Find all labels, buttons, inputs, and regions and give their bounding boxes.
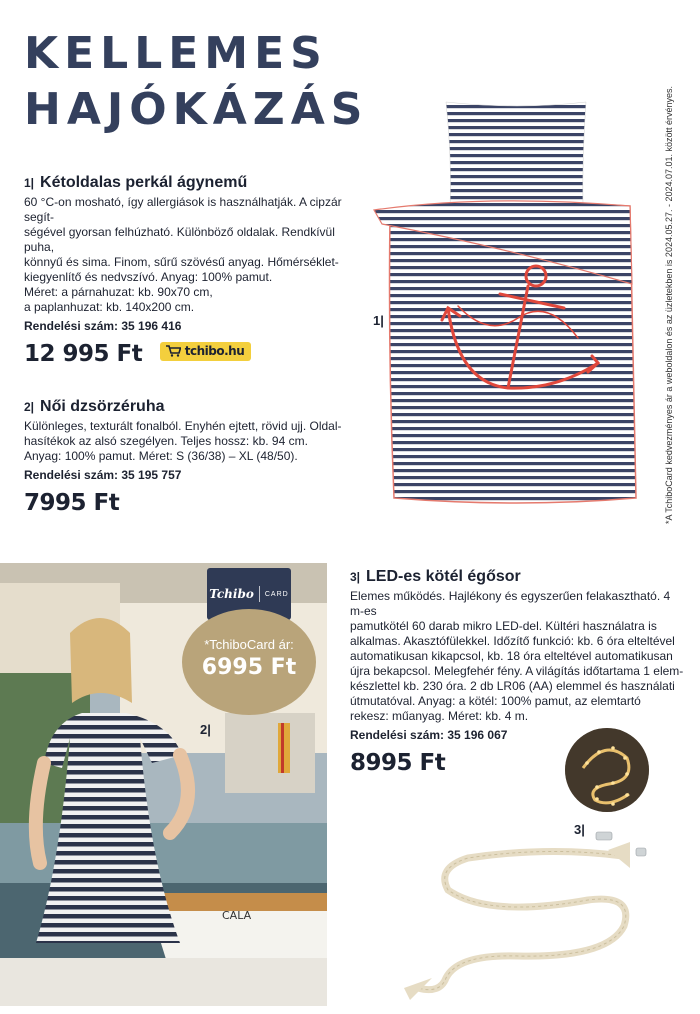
product-number: 1| <box>24 176 35 190</box>
product-description <box>24 195 359 315</box>
rope-light-image <box>398 828 648 1003</box>
tchibo-brand: Tchibo <box>209 587 254 601</box>
legal-note <box>662 85 676 525</box>
order-number: Rendelési szám: 35 196 067 <box>350 728 508 742</box>
headline-line-2: HAJÓKÁZÁS <box>24 84 369 135</box>
desc-line: rekesz: műanyag. Méret: kb. 4 m. <box>350 709 529 723</box>
price: 7995 Ft <box>24 490 120 516</box>
desc-line: hasítékok az alsó szegélyen. Teljes hossz: kb. 94 cm. <box>24 434 308 448</box>
product-number: 3| <box>350 570 361 584</box>
desc-line: ségével gyorsan felhúzható. Különböző oldalak. Rendkívül puha, <box>24 225 335 254</box>
product-number: 2| <box>24 400 35 414</box>
desc-line: útmutatóval. Anyag: a kötél: 100% pamut, az elemtartó <box>350 694 641 708</box>
product-description <box>350 589 685 724</box>
badge-label: tchibo.hu <box>184 344 245 358</box>
headline-line-1: KELLEMES <box>24 28 328 79</box>
bedding-image <box>368 98 648 508</box>
desc-line: alkalmas. Akasztófülekkel. Időzítő funkció: kb. 6 óra elteltével <box>350 634 675 648</box>
desc-line: Különleges, texturált fonalból. Enyhén ejtett, rövid ujj. Oldal- <box>24 419 342 433</box>
order-number: Rendelési szám: 35 196 416 <box>24 319 182 333</box>
product-name: Női dzsörzéruha <box>40 398 165 415</box>
marker-dress: 2| <box>200 722 211 737</box>
tchibocard-price: 6995 Ft <box>201 655 297 680</box>
desc-line: Anyag: 100% pamut. Méret: S (36/38) – XL (48/50). <box>24 449 298 463</box>
tchibocard-price-label: *TchiboCard ár: <box>204 637 294 652</box>
page-headline <box>24 26 384 138</box>
product-title <box>24 398 359 416</box>
product-description <box>24 419 359 464</box>
logo-separator <box>259 586 260 602</box>
cart-icon <box>166 345 181 357</box>
boat-name: CALA <box>222 909 252 922</box>
desc-line: készlettel kb. 230 óra. 2 db LR06 (AA) elemmel és használati <box>350 679 675 693</box>
desc-line: pamutkötél 60 darab mikro LED-del. Kültéri használatra is <box>350 619 657 633</box>
desc-line: 60 °C-on mosható, így allergiások is használhatják. A cipzár segít- <box>24 195 342 224</box>
product-name: LED-es kötél égősor <box>366 568 521 585</box>
price: 12 995 Ft <box>24 341 143 367</box>
desc-line: kiegyenlítő és nedvszívó. Anyag: 100% pamut. <box>24 270 273 284</box>
desc-line: Elemes működés. Hajlékony és egyszerűen felakasztható. 4 m-es <box>350 589 671 618</box>
desc-line: automatikusan kikapcsol, kb. 18 óra elteltével automatikusan <box>350 649 673 663</box>
product-title <box>350 568 685 586</box>
product-title <box>24 174 359 192</box>
desc-line: Méret: a párnahuzat: kb. 90x70 cm, <box>24 285 213 299</box>
product-dress <box>24 398 359 516</box>
marker-rope: 3| <box>574 822 585 837</box>
legal-note-text: *A TchiboCard kedvezményes ár a weboldalon és az üzletekben is 2024.05.27. - 2024.07.01. között érvényes. <box>664 85 674 525</box>
rope-light-lit-image <box>565 728 649 812</box>
desc-line: a paplanhuzat: kb. 140x200 cm. <box>24 300 195 314</box>
card-label: CARD <box>264 590 289 598</box>
desc-line: könnyű és sima. Finom, sűrű szövésű anyag. Hőmérséklet- <box>24 255 339 269</box>
order-number: Rendelési szám: 35 195 757 <box>24 468 182 482</box>
price-row <box>24 341 359 367</box>
price: 8995 Ft <box>350 750 446 776</box>
product-bedding <box>24 174 359 367</box>
tchibocard-price-badge <box>182 609 316 715</box>
tchibo-shop-badge[interactable] <box>160 342 251 361</box>
product-name: Kétoldalas perkál ágynemű <box>40 174 248 191</box>
desc-line: újra bekapcsol. Melegfehér fény. A világítás időtartama 1 elem- <box>350 664 684 678</box>
marker-bedding: 1| <box>373 313 384 328</box>
